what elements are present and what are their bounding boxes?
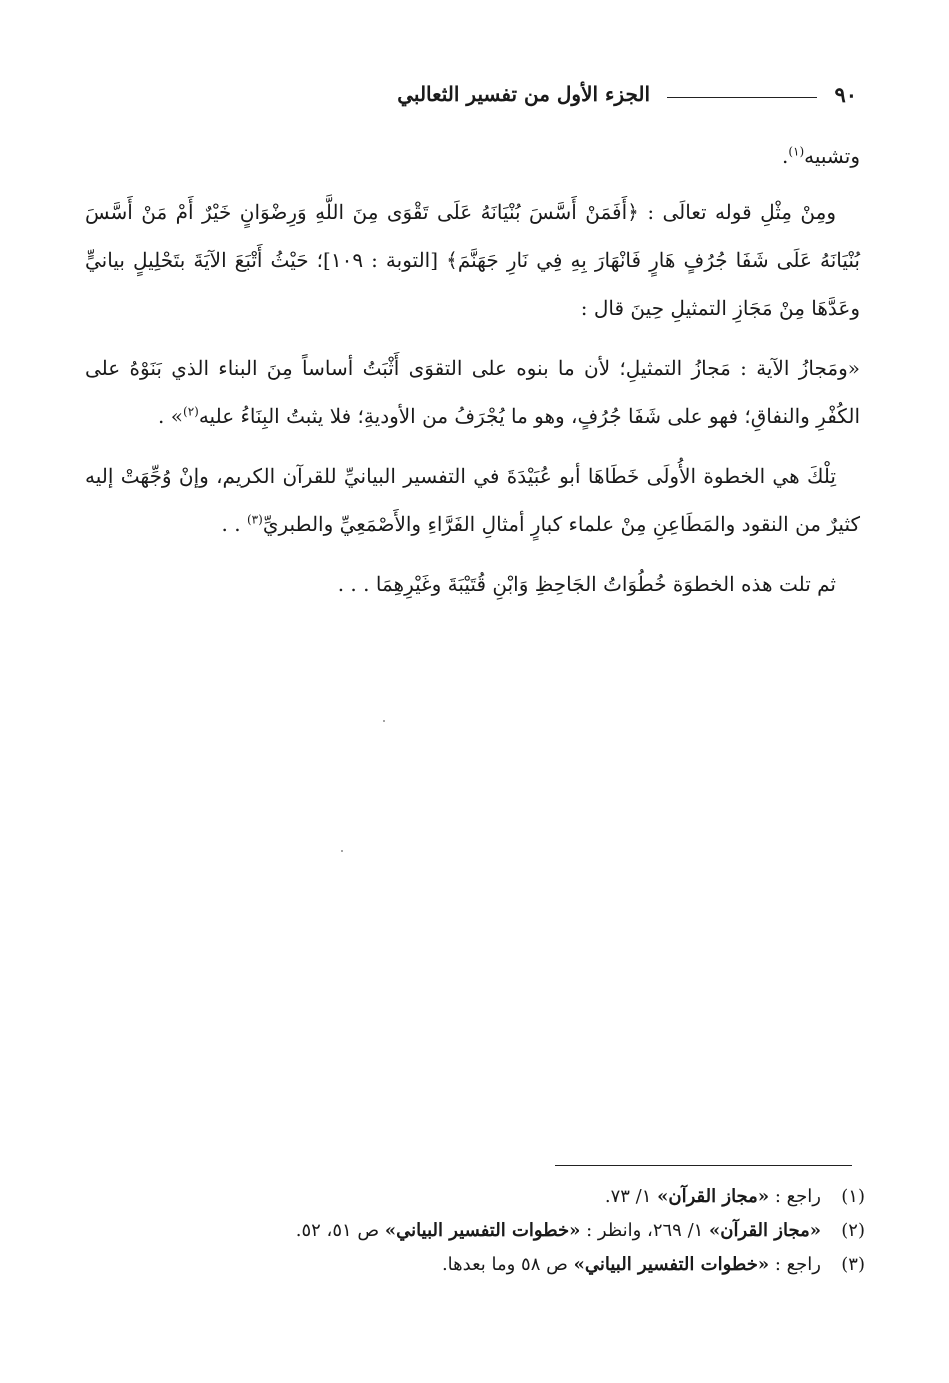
paragraph-3-quote <box>85 344 860 440</box>
paragraph-4 <box>85 452 860 548</box>
footnote-number: (١) <box>841 1186 865 1207</box>
running-title: الجزء الأول من تفسير الثعالبي <box>397 82 650 106</box>
footnote-3 <box>85 1248 865 1282</box>
scan-speck <box>341 850 343 852</box>
header-rule <box>667 97 817 98</box>
paragraph-3-end: » . <box>158 404 183 428</box>
footnote-source-title: «خطوات التفسير البياني» <box>573 1254 770 1275</box>
footnote-text <box>605 1180 821 1214</box>
paragraph-1-end: . <box>781 144 789 168</box>
footnote-source-title: «مجاز القرآن» <box>709 1220 821 1241</box>
footnote-number: (٢) <box>841 1220 865 1241</box>
footnote-text <box>296 1214 821 1248</box>
scan-speck <box>383 720 385 722</box>
paragraph-2-intro: ومِنْ مِثْلِ قوله تعالَى : <box>647 200 836 224</box>
footnote-ref-3: (٣) <box>246 512 263 527</box>
footnote-suffix-2: ص ٥١، ٥٢. <box>295 1220 380 1241</box>
paragraph-2-rest: حَيْثُ أَتْبَعَ الآيَةَ بتَحْلِيلٍ بيانيٍّ وعَدَّهَا مِنْ مَجَازِ التمثيلِ حِينَ قال : <box>85 248 860 320</box>
footnote-prefix: راجع : <box>774 1186 821 1207</box>
footnote-suffix: ١/ ٢٦٩، وانظر : <box>586 1220 704 1241</box>
footnote-text <box>442 1248 821 1282</box>
paragraph-4-text: تِلْكَ هي الخطوة الأُولَى خَطَاهَا أبو عُبَيْدَةَ في التفسير البيانيِّ للقرآن الكريم، وإنْ وُجِّهَتْ إليه كثيرٌ من النقود والمَطَاعِنِ مِنْ علماء كبارٍ أمثالِ الفَرَّاءِ والأَصْمَعِيِّ والطبريِّ <box>85 464 860 536</box>
footnote-ref-2: (٢) <box>183 404 199 419</box>
footnote-number: (٣) <box>841 1254 865 1275</box>
footnote-prefix: راجع : <box>774 1254 821 1275</box>
paragraph-1-text: وتشبيه <box>804 144 860 168</box>
paragraph-5-text: ثم تلت هذه الخطوَة خُطُوَاتُ الجَاحِظِ وَابْنِ قُتَيْبَةَ وغَيْرِهِمَا . . . <box>337 572 836 596</box>
paragraph-4-end: . . <box>221 512 247 536</box>
footnote-separator <box>555 1165 852 1166</box>
paragraph-1 <box>85 132 860 180</box>
footnote-source-title: «مجاز القرآن» <box>657 1186 770 1207</box>
paragraph-3-text: «ومَجازُ الآية : مَجازُ التمثيلِ؛ لأن ما بنوه على التقوَى أَثْبَتُ أساساً مِنَ البناء الذي بَنَوْهُ على الكُفْرِ والنفاقِ؛ فهو على شَفَا جُرُفٍ، وهو ما يُجْرَفُ من الأوديةِ؛ فلا يثبتُ البِنَاءُ عليه <box>85 356 860 428</box>
verse-reference: [التوبة : ١٠٩]؛ <box>316 248 439 272</box>
footnote-suffix: ١/ ٧٣. <box>604 1186 652 1207</box>
paragraph-2 <box>85 188 860 332</box>
main-text <box>85 132 860 620</box>
page-number: ٩٠ <box>834 82 857 107</box>
running-header <box>80 78 865 118</box>
footnote-suffix: ص ٥٨ وما بعدها. <box>441 1254 568 1275</box>
footnote-ref-1: (١) <box>788 144 805 159</box>
footnote-2 <box>85 1214 865 1248</box>
footnote-source-title-2: «خطوات التفسير البياني» <box>384 1220 581 1241</box>
footnote-1 <box>85 1180 865 1214</box>
paragraph-5 <box>85 560 860 608</box>
footnotes <box>85 1180 865 1282</box>
quran-verse: ﴿أَفَمَنْ أَسَّسَ بُنْيَانَهُ عَلَى تَقْوَى مِنَ اللَّهِ وَرِضْوَانٍ خَيْرٌ أَمْ مَنْ أَسَّسَ بُنْيَانَهُ عَلَى شَفَا جُرُفٍ هَارٍ فَانْهَارَ بِهِ فِي نَارِ جَهَنَّمَ﴾ <box>85 200 860 272</box>
